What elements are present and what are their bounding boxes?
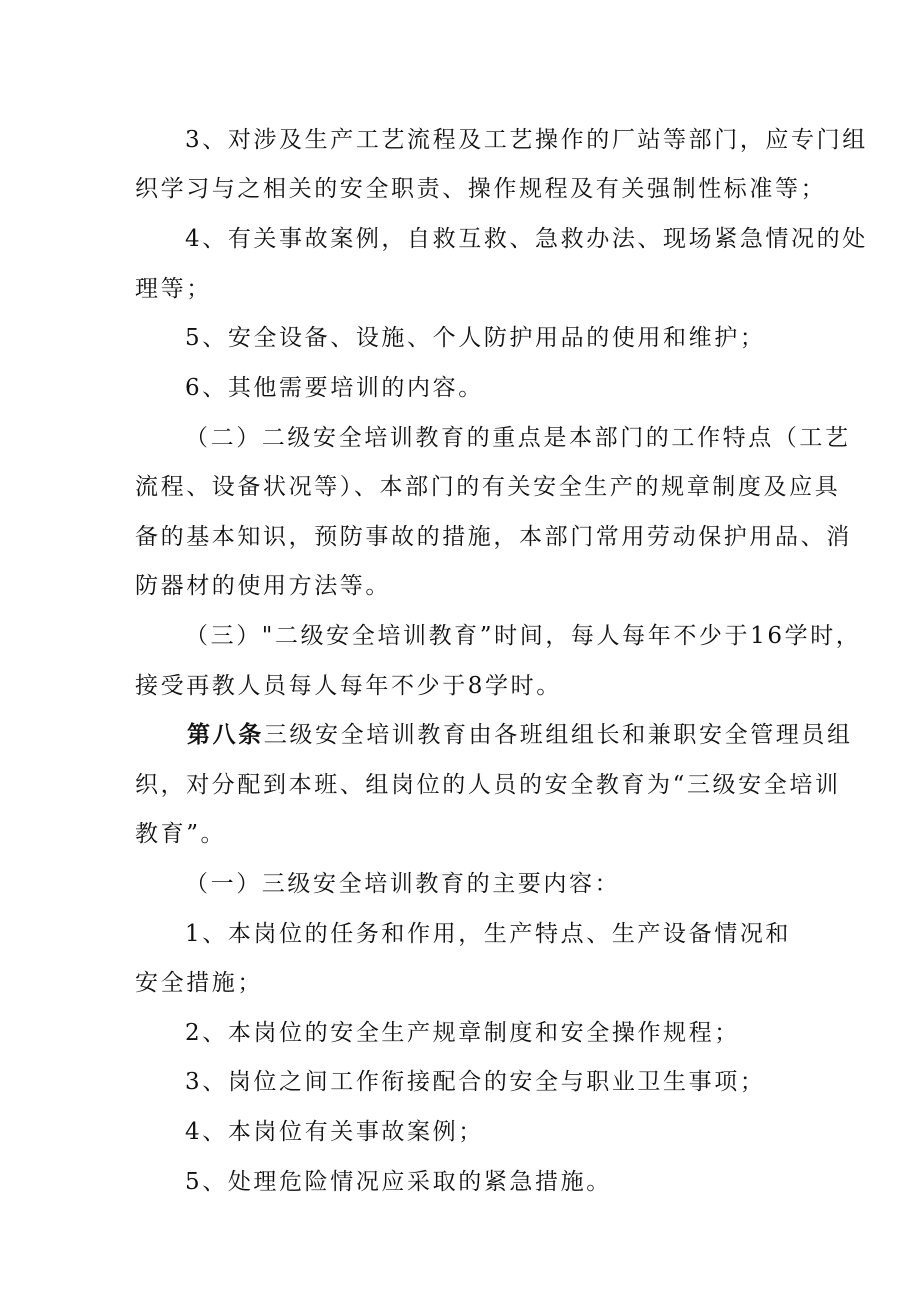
article-text: 三级安全培训教育由各班组组长和兼职安全管理员组	[263, 722, 853, 748]
paragraph-line: 4、本岗位有关事故案例；	[185, 1119, 484, 1145]
paragraph-line: （三）"二级安全培训教育”时间，每人每年不少于16学时，	[185, 623, 862, 649]
paragraph-line: 5、处理危险情况应采取的紧急措施。	[185, 1169, 612, 1195]
article-heading: 第八条	[187, 721, 264, 748]
paragraph-line: 6、其他需要培训的内容。	[185, 375, 484, 401]
paragraph-line: 织，对分配到本班、组岗位的人员的安全教育为“三级安全培训	[135, 772, 841, 798]
article-line	[187, 720, 853, 750]
paragraph-line: 3、对涉及生产工艺流程及工艺操作的厂站等部门，应专门组	[185, 127, 868, 153]
paragraph-line: 3、岗位之间工作衔接配合的安全与职业卫生事项；	[185, 1069, 766, 1095]
paragraph-line: 接受再教人员每人每年不少于8学时。	[135, 673, 562, 699]
paragraph-line: （一）三级安全培训教育的主要内容：	[185, 871, 621, 897]
paragraph-line: 4、有关事故案例，自救互救、急救办法、现场紧急情况的处	[185, 226, 868, 252]
paragraph-line: 5、安全设备、设施、个人防护用品的使用和维护；	[185, 325, 766, 351]
paragraph-line: 教育”。	[135, 821, 227, 847]
paragraph-line: 备的基本知识，预防事故的措施，本部门常用劳动保护用品、消	[135, 524, 852, 550]
paragraph-line: （二）二级安全培训教育的重点是本部门的工作特点（工艺	[185, 425, 851, 451]
paragraph-line: 2、本岗位的安全生产规章制度和安全操作规程；	[185, 1020, 740, 1046]
paragraph-line: 1、本岗位的任务和作用，生产特点、生产设备情况和	[185, 921, 792, 947]
paragraph-line: 理等；	[135, 276, 212, 302]
paragraph-line: 流程、设备状况等）、本部门的有关安全生产的规章制度及应具	[135, 474, 841, 500]
paragraph-line: 防器材的使用方法等。	[135, 573, 391, 599]
paragraph-line: 织学习与之相关的安全职责、操作规程及有关强制性标准等；	[135, 176, 827, 202]
paragraph-line: 安全措施；	[135, 970, 263, 996]
